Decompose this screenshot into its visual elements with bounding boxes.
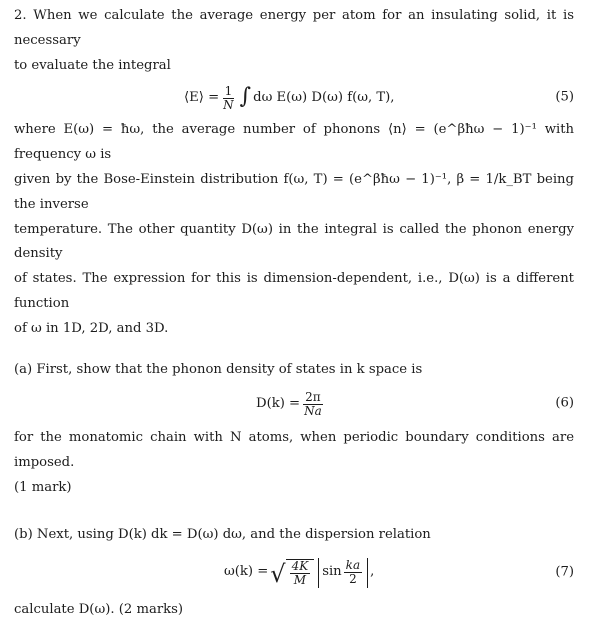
question-intro-line1: When we calculate the average energy per atom for an insulating solid, it is necessary xyxy=(14,8,574,48)
part-a-after-line1: for the monatomic chain with N atoms, when periodic boundary conditions are imposed. xyxy=(14,430,574,471)
equation-6 xyxy=(14,382,574,426)
explanation-line1: where E(ω) = ħω, the average number of phonons ⟨n⟩ = (e^βħω − 1)⁻¹ with frequency ω is xyxy=(14,122,574,163)
part-b-text: (b) Next, using D(k) dk = D(ω) dω, and the dispersion relation xyxy=(14,526,431,542)
eq6-frac-num: 2π xyxy=(305,390,321,405)
eq7-sin-den: 2 xyxy=(349,572,357,587)
explanation-paragraph xyxy=(14,118,574,341)
explanation-line2: given by the Bose-Einstein distribution f(ω, T) = (e^βħω − 1)⁻¹, β = 1/k_BT being the inverse xyxy=(14,171,574,212)
eq5-lhs: ⟨E⟩ = xyxy=(184,89,220,105)
eq6-number: (6) xyxy=(555,395,574,411)
part-b-prompt xyxy=(14,523,574,548)
equation-7 xyxy=(14,548,574,598)
part-b-marks: calculate D(ω). (2 marks) xyxy=(14,601,184,617)
spacer xyxy=(14,342,574,358)
eq6-lhs: D(k) = xyxy=(256,395,301,411)
part-b-after xyxy=(14,598,574,622)
eq7-sin-num: ka xyxy=(345,558,361,573)
problem-page xyxy=(14,4,574,622)
sin-function: sin xyxy=(322,564,342,580)
square-root xyxy=(270,558,314,589)
eq7-sqrt-num: 4K xyxy=(291,558,309,573)
eq7-sin-fraction xyxy=(344,559,362,585)
eq5-frac-num: 1 xyxy=(224,84,233,99)
question-intro-line2: to evaluate the integral xyxy=(14,57,171,73)
eq7-lhs: ω(k) = xyxy=(224,564,269,580)
part-a-after xyxy=(14,426,574,500)
eq5-number: (5) xyxy=(555,89,574,105)
eq7-sqrt-fraction xyxy=(290,560,311,586)
equation-7-body xyxy=(224,548,374,598)
part-a-text: (a) First, show that the phonon density of states in k space is xyxy=(14,361,423,377)
eq5-frac-den: N xyxy=(223,97,234,112)
eq7-trailing-comma: , xyxy=(370,564,375,580)
explanation-line3: temperature. The other quantity D(ω) in the integral is called the phonon energy density xyxy=(14,221,574,262)
eq7-number: (7) xyxy=(555,564,574,580)
eq6-fraction xyxy=(302,391,324,417)
question-number: 2. xyxy=(14,8,27,23)
eq6-frac-den: Na xyxy=(304,403,322,418)
eq5-rhs: dω E(ω) D(ω) f(ω, T), xyxy=(253,89,395,105)
absolute-value xyxy=(318,558,368,588)
explanation-line5: of ω in 1D, 2D, and 3D. xyxy=(14,320,169,336)
question-intro xyxy=(14,4,574,78)
part-a-prompt xyxy=(14,358,574,383)
equation-6-body xyxy=(256,382,326,426)
eq7-sqrt-den: M xyxy=(293,572,307,587)
equation-5 xyxy=(14,78,574,118)
explanation-line4: of states. The expression for this is dimension-dependent, i.e., D(ω) is a different function xyxy=(14,271,574,311)
part-a-marks: (1 mark) xyxy=(14,479,72,495)
integral-sign: ∫ xyxy=(239,84,252,110)
eq5-fraction xyxy=(221,85,236,111)
spacer xyxy=(14,501,574,523)
radicand xyxy=(286,559,315,586)
equation-5-body xyxy=(184,78,395,118)
radical-sign: √ xyxy=(270,560,286,589)
